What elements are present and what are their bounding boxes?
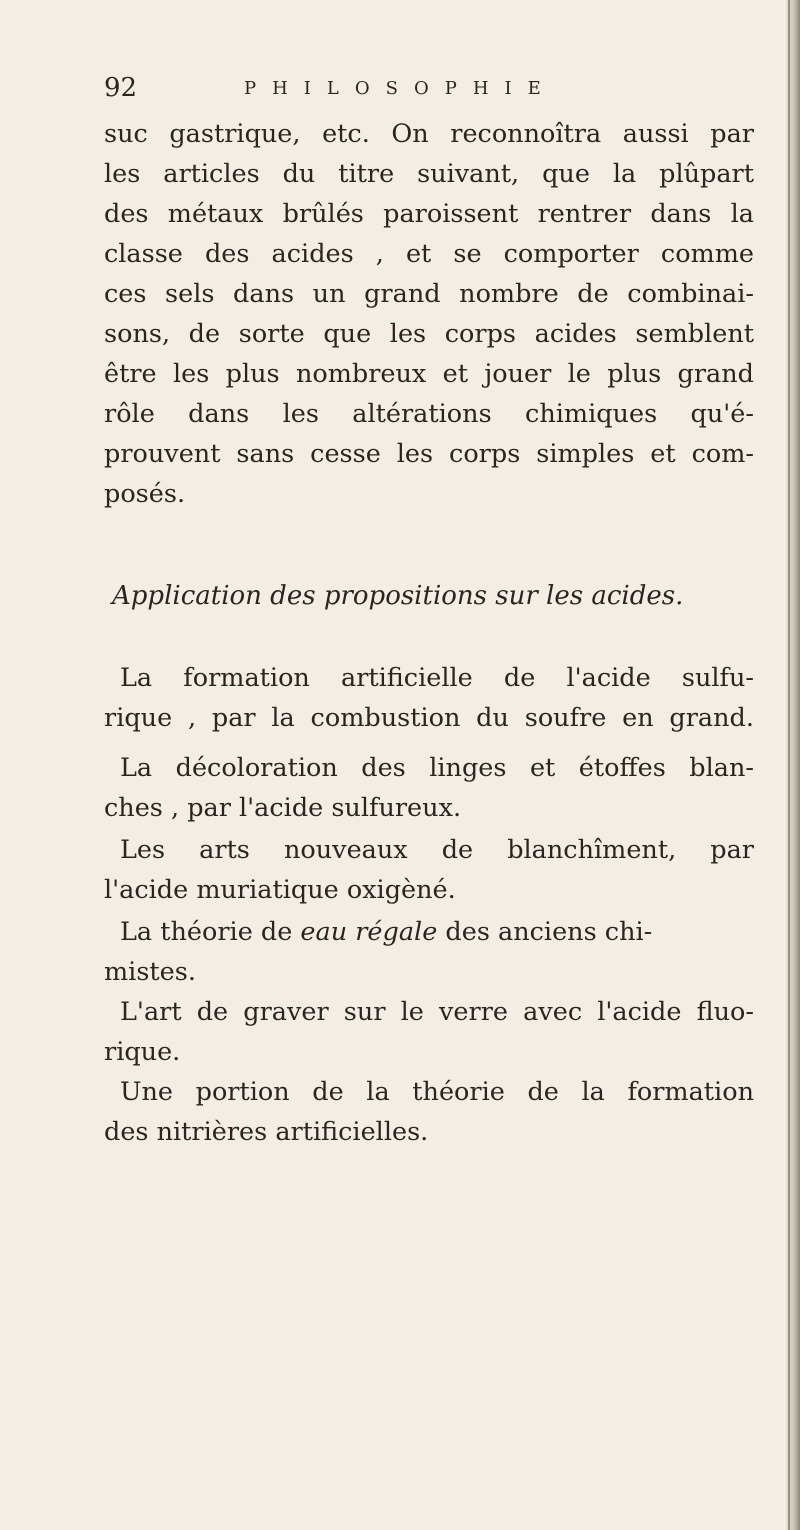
list-item-text: La théorie de	[120, 917, 293, 947]
list-item-line: mistes.	[104, 957, 196, 987]
body-paragraph	[104, 114, 754, 514]
list-item	[104, 830, 754, 910]
paragraph-line: classe des acides , et se comporter comme	[104, 239, 754, 269]
running-title: PHILOSOPHIE	[244, 78, 557, 99]
list-item-line: L'art de graver sur le verre avec l'acide fluo-	[120, 997, 754, 1027]
paragraph-line: prouvent sans cesse les corps simples et com-	[104, 439, 754, 469]
list-item-line: l'acide muriatique oxigèné.	[104, 875, 456, 905]
list-item-line: La formation artificielle de l'acide sulfu-	[120, 663, 754, 693]
paragraph-line: posés.	[104, 479, 186, 509]
list-item	[104, 992, 754, 1072]
list-item-text: des anciens chi-	[445, 917, 653, 947]
list-item	[104, 912, 754, 992]
list-item-line: La décoloration des linges et étoffes blan-	[120, 753, 754, 783]
list-item-line	[104, 912, 754, 952]
paragraph-line: ces sels dans un grand nombre de combinai-	[104, 279, 754, 309]
running-head	[104, 72, 744, 108]
page-edge-line	[788, 0, 790, 1530]
list-item	[104, 1072, 754, 1152]
paragraph-line: être les plus nombreux et jouer le plus grand	[104, 359, 754, 389]
list-item-line: des nitrières artificielles.	[104, 1117, 429, 1147]
paragraph-line: sons, de sorte que les corps acides semblent	[104, 319, 754, 349]
list-item-line: rique.	[104, 1037, 181, 1067]
page-number: 92	[104, 73, 138, 103]
list-item-line: rique , par la combustion du soufre en grand.	[104, 703, 754, 733]
section-heading: Application des propositions sur les acides.	[112, 581, 684, 611]
list-item-line: Une portion de la théorie de la formation	[120, 1077, 754, 1107]
paragraph-line: les articles du titre suivant, que la plûpart	[104, 159, 754, 189]
list-item	[104, 748, 754, 828]
list-item	[104, 658, 754, 738]
paragraph-line: suc gastrique, etc. On reconnoîtra aussi par	[104, 119, 754, 149]
list-item-line: ches , par l'acide sulfureux.	[104, 793, 462, 823]
paragraph-line: des métaux brûlés paroissent rentrer dans la	[104, 199, 754, 229]
paragraph-line: rôle dans les altérations chimiques qu'é-	[104, 399, 754, 429]
italic-term: eau régale	[300, 917, 438, 947]
list-item-line: Les arts nouveaux de blanchîment, par	[120, 835, 754, 865]
